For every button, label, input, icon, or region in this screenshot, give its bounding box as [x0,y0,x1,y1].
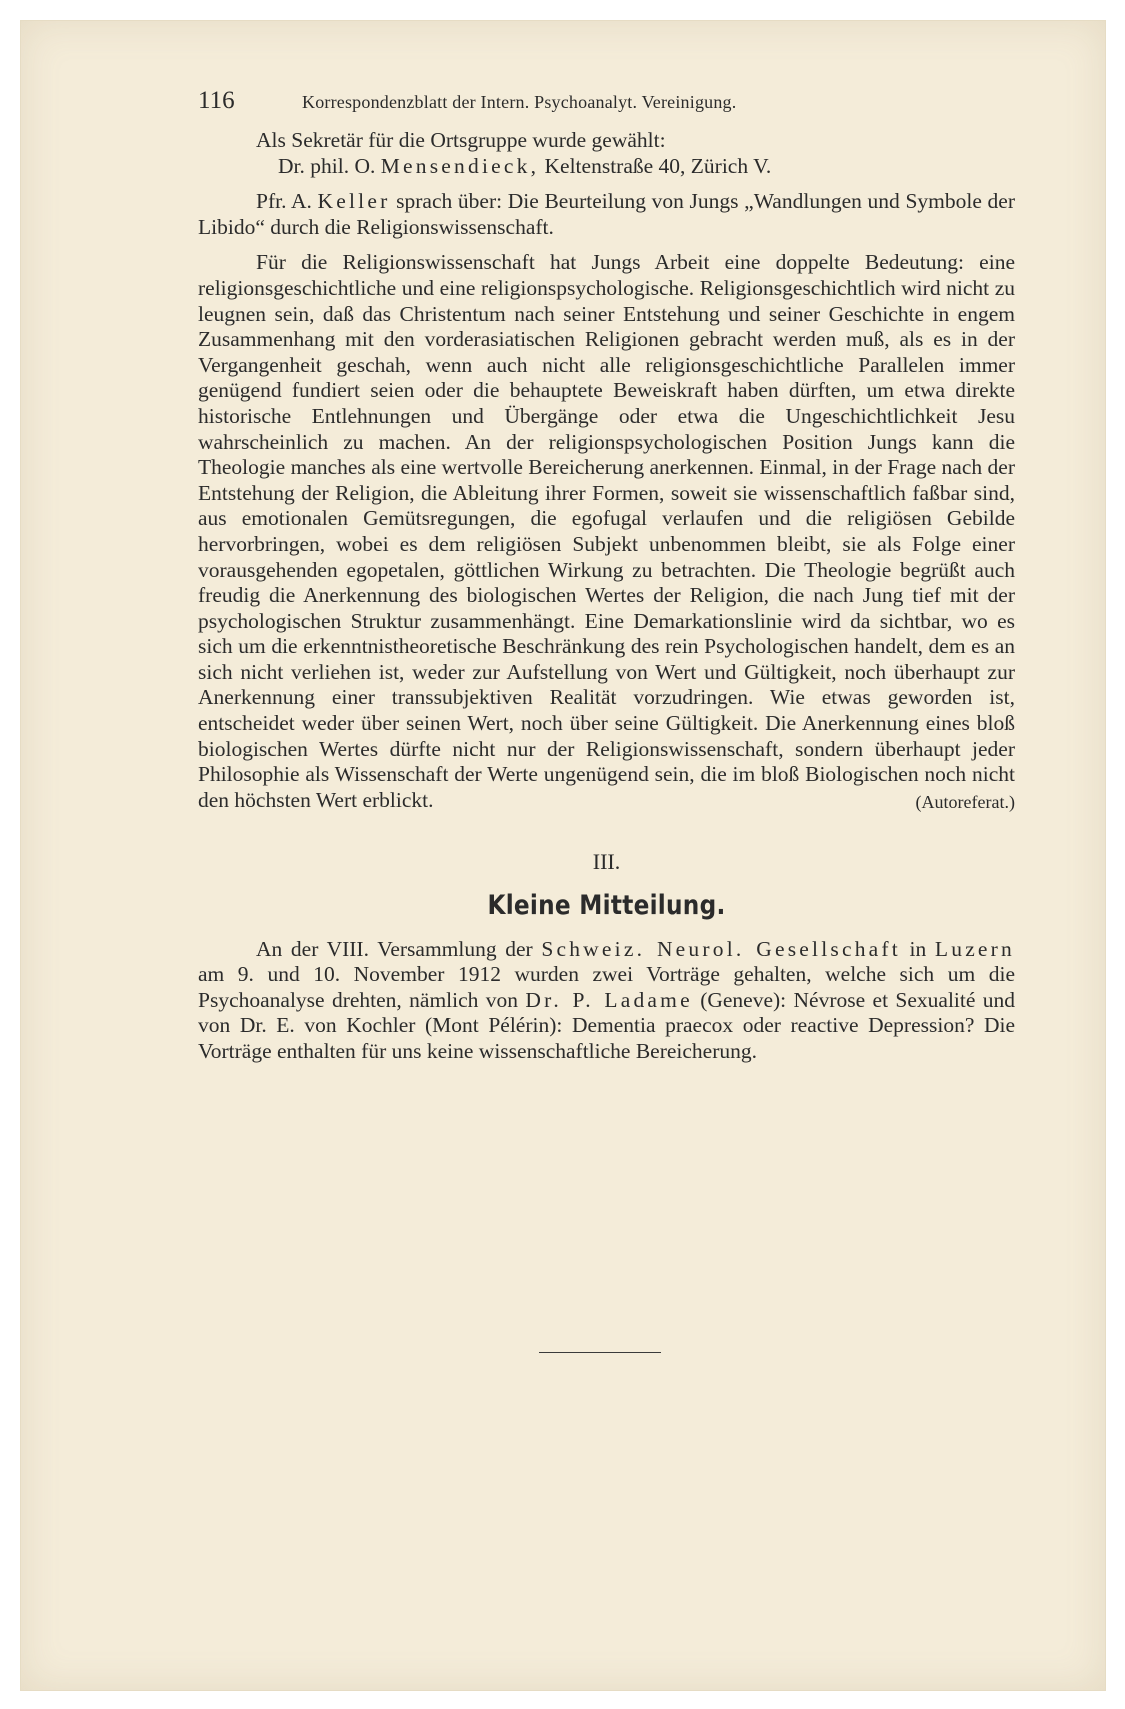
notice-city: Luzern [934,936,1015,961]
notice-society: Schweiz. Neurol. Gesellschaft [541,936,901,961]
page-number: 116 [198,87,235,114]
notice-part3: am 9. und 10. November 1912 wurden zwei Vorträge gehalten, welche sich um die Psychoanalyse drehten, nämlich von [198,962,1015,1012]
running-head: Korrespondenzblatt der Intern. Psychoanalyt. Vereinigung. [302,92,737,112]
autoreferat-label: (Autoreferat.) [915,791,1015,812]
page-header [198,88,1015,128]
election-block [198,128,1015,179]
end-rule [539,1352,661,1353]
abstract-paragraph [198,250,1015,813]
election-person [198,154,1015,180]
lecture-paragraph [198,189,1015,240]
document-page [198,88,1015,1065]
notice-paragraph [198,937,1015,1065]
person-name: Mensendieck, [380,153,540,178]
notice-part2: in [909,936,927,961]
person-prefix: Dr. phil. O. [278,153,376,178]
abstract-text: Für die Religionswissenschaft hat Jungs Arbeit eine doppelte Bedeutung: eine religionsgeschichtliche und eine religionspsychologische. Religionsgeschichtlich wird nicht zu leugnen sein, daß das Christentum nach seiner Entstehung und seiner Geschichte in engem Zusammenhang mit den vorderasiatischen Religionen gebracht werden muß, als es in der Vergangenheit geschah, wenn auch nicht alle religionsgeschichtliche Parallelen immer genügend fundiert seien oder die behauptete Beweiskraft haben dürften, um etwa direkte historische Entlehnungen und Übergänge oder etwa die Ungeschichtlichkeit Jesu wahrscheinlich zu machen. An der religionspsychologischen Position Jungs kann die Theologie manches als eine wertvolle Bereicherung anerkennen. Einmal, in der Frage nach der Entstehung der Religion, die Ableitung ihrer Formen, soweit sie wissenschaftlich faßbar sind, aus emotionalen Gemütsregungen, die egofugal verlaufen und die religiösen Gebilde hervorbringen, wobei es dem religiösen Subjekt unbenommen bleibt, sie als Folge einer vorausgehenden egopetalen, göttlichen Wirkung zu betrachten. Die Theologie begrüßt auch freudig die Anerkennung des biologischen Wertes der Religion, die nach Jung tief mit der psychologischen Struktur zusammenhängt. Eine Demarkationslinie wird da sichtbar, wo es sich um die erkenntnistheoretische Beschränkung des rein Psychologischen handelt, dem es an sich nicht verliehen ist, weder zur Aufstellung von Wert und Gültigkeit, noch überhaupt zur Anerkennung einer transsubjektiven Realität vorzudringen. Wie etwas geworden ist, entscheidet weder über seinen Wert, noch über seine Gültigkeit. Die Anerkennung eines bloß biologischen Wertes dürfte nicht nur der Religionswissenschaft, sondern überhaupt jeder Philosophie als Wissenschaft der Werte ungenügend sein, die im bloß Biologischen noch nicht den höchsten Wert erblickt. [198,250,1015,812]
person-address: Keltenstraße 40, Zürich V. [544,153,772,178]
lecture-text: sprach über: Die Beurteilung von Jungs „Wandlungen und Symbole der Libido“ durch die Religionswissenschaft. [198,189,1016,239]
election-intro: Als Sekretär für die Ortsgruppe wurde gewählt: [256,128,666,152]
notice-part4: (Geneve): Névrose et Sexualité und von Dr. E. von Kochler (Mont Pélérin): Dementia praecox oder reactive Depression? Die Vorträge enthalten für uns keine wissenschaftliche Bereicherung. [198,987,1016,1063]
speaker-name: Keller [317,189,391,214]
speaker-prefix: Pfr. A. [256,189,312,214]
section-title: Kleine Mitteilung. [487,890,726,922]
notice-speaker1: Dr. P. Ladame [525,987,693,1012]
section-numeral: III. [592,849,621,875]
notice-part1: An der VIII. Versammlung der [256,936,533,961]
